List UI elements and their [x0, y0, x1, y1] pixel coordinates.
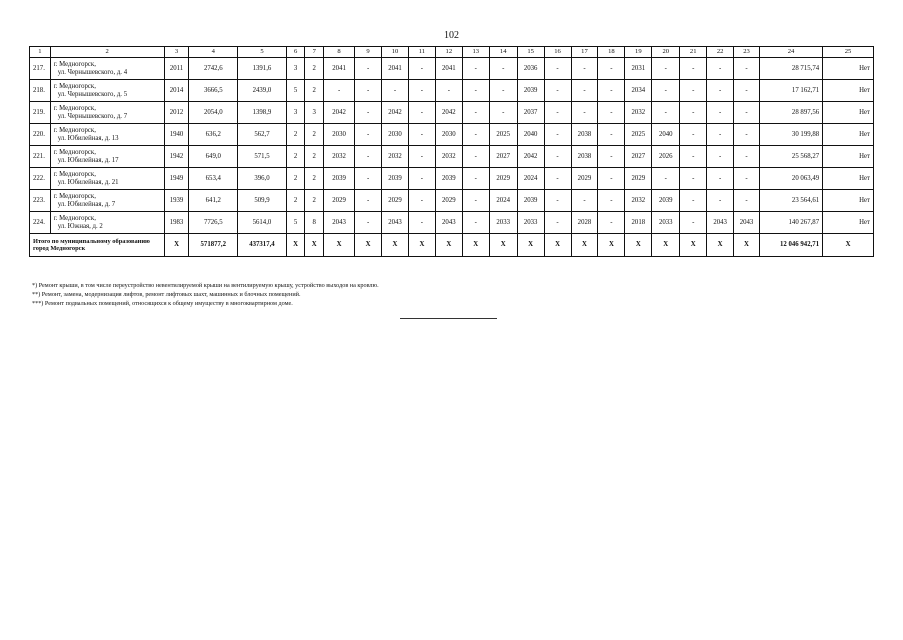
data-cell: 2041	[435, 58, 462, 80]
address-cell	[50, 80, 164, 102]
total-cell: Х	[324, 234, 355, 257]
data-cell: 2012	[164, 102, 189, 124]
header-cell: 9	[355, 47, 382, 58]
row-number: 219.	[30, 102, 51, 124]
address-city: г. Медногорск,	[53, 105, 96, 113]
data-cell: -	[680, 212, 707, 234]
header-cell: 20	[652, 47, 680, 58]
data-cell: 2	[305, 80, 324, 102]
data-cell: -	[734, 168, 760, 190]
data-cell: 5	[286, 212, 305, 234]
header-cell: 24	[759, 47, 822, 58]
table-body	[30, 47, 874, 257]
header-cell: 8	[324, 47, 355, 58]
header-cell: 15	[517, 47, 544, 58]
data-cell: -	[355, 102, 382, 124]
table-row	[30, 102, 874, 124]
data-cell: 23 564,61	[759, 190, 822, 212]
data-cell: -	[598, 80, 625, 102]
row-number: 221.	[30, 146, 51, 168]
address-city: г. Медногорск,	[53, 193, 96, 201]
data-cell: 2	[305, 146, 324, 168]
data-cell: -	[652, 80, 680, 102]
data-cell: 562,7	[238, 124, 287, 146]
data-cell: -	[408, 102, 435, 124]
data-cell: -	[462, 146, 489, 168]
data-cell: -	[598, 58, 625, 80]
data-cell: 2027	[625, 146, 652, 168]
data-cell: Нет	[823, 212, 874, 234]
address-cell	[50, 124, 164, 146]
total-cell: Х	[462, 234, 489, 257]
data-cell: 3	[305, 102, 324, 124]
data-cell: -	[707, 102, 734, 124]
data-cell: 2025	[489, 124, 517, 146]
data-cell: -	[680, 58, 707, 80]
data-cell: 641,2	[189, 190, 238, 212]
header-cell: 18	[598, 47, 625, 58]
data-cell: -	[408, 80, 435, 102]
table-row	[30, 168, 874, 190]
address-street: ул. Южная, д. 2	[57, 222, 103, 230]
header-cell: 11	[408, 47, 435, 58]
data-cell: 2042	[324, 102, 355, 124]
data-cell: 649,0	[189, 146, 238, 168]
row-number: 224.	[30, 212, 51, 234]
row-number: 223.	[30, 190, 51, 212]
data-cell: -	[734, 58, 760, 80]
table-row	[30, 146, 874, 168]
data-cell: 2024	[489, 190, 517, 212]
data-cell: 2742,6	[189, 58, 238, 80]
data-cell: 2042	[382, 102, 409, 124]
data-cell: 2039	[652, 190, 680, 212]
data-cell: -	[734, 80, 760, 102]
data-cell: -	[598, 102, 625, 124]
data-cell: -	[355, 80, 382, 102]
total-cell: Х	[355, 234, 382, 257]
footnotes	[32, 282, 379, 308]
data-cell: 2024	[517, 168, 544, 190]
data-cell: 2033	[517, 212, 544, 234]
data-cell: 509,9	[238, 190, 287, 212]
total-cell: Х	[680, 234, 707, 257]
data-cell: 2030	[324, 124, 355, 146]
data-cell: 2036	[517, 58, 544, 80]
address-city: г. Медногорск,	[53, 127, 96, 135]
data-cell: 2039	[382, 168, 409, 190]
data-cell: 396,0	[238, 168, 287, 190]
header-cell: 1	[30, 47, 51, 58]
data-cell: -	[598, 124, 625, 146]
data-cell: 2	[305, 190, 324, 212]
data-cell: -	[355, 168, 382, 190]
data-cell: -	[382, 80, 409, 102]
separator-line	[400, 318, 497, 319]
data-cell: 1983	[164, 212, 189, 234]
address-cell	[50, 190, 164, 212]
data-cell: 2	[305, 168, 324, 190]
total-cell: Х	[544, 234, 571, 257]
data-cell: 1942	[164, 146, 189, 168]
data-cell: 2	[286, 190, 305, 212]
total-cell: Х	[408, 234, 435, 257]
data-cell: 2034	[625, 80, 652, 102]
row-number: 218.	[30, 80, 51, 102]
data-cell: 2029	[324, 190, 355, 212]
data-cell: -	[707, 190, 734, 212]
data-cell: -	[435, 80, 462, 102]
total-cell: Х	[164, 234, 189, 257]
data-cell: -	[544, 146, 571, 168]
data-cell: -	[598, 168, 625, 190]
total-cell: 12 046 942,71	[759, 234, 822, 257]
data-cell: 3	[286, 102, 305, 124]
data-cell: 636,2	[189, 124, 238, 146]
address-street: ул. Юбилейная, д. 21	[57, 178, 119, 186]
data-cell: -	[707, 80, 734, 102]
data-cell: 2042	[435, 102, 462, 124]
data-cell: -	[652, 168, 680, 190]
data-cell: 2039	[435, 168, 462, 190]
data-cell: -	[652, 102, 680, 124]
data-cell: 2014	[164, 80, 189, 102]
data-cell: -	[598, 212, 625, 234]
data-cell: -	[462, 190, 489, 212]
address-cell	[50, 58, 164, 80]
data-cell: 17 162,71	[759, 80, 822, 102]
data-cell: -	[489, 58, 517, 80]
data-cell: 7726,5	[189, 212, 238, 234]
total-cell: 571877,2	[189, 234, 238, 257]
data-cell: 2032	[324, 146, 355, 168]
data-cell: -	[544, 124, 571, 146]
data-cell: -	[707, 124, 734, 146]
header-cell: 4	[189, 47, 238, 58]
data-cell: 2039	[324, 168, 355, 190]
header-cell: 17	[571, 47, 598, 58]
data-cell: -	[324, 80, 355, 102]
data-cell: -	[571, 80, 598, 102]
row-number: 222.	[30, 168, 51, 190]
address-street: ул. Чернышевского, д. 5	[57, 90, 128, 98]
data-cell: 2439,0	[238, 80, 287, 102]
address-street: ул. Юбилейная, д. 17	[57, 156, 119, 164]
page-number: 102	[444, 30, 459, 41]
data-cell: Нет	[823, 146, 874, 168]
address-cell	[50, 146, 164, 168]
data-cell: 2037	[517, 102, 544, 124]
data-cell: -	[680, 80, 707, 102]
data-cell: 2018	[625, 212, 652, 234]
data-cell: -	[355, 58, 382, 80]
data-cell: -	[544, 58, 571, 80]
data-cell: 1391,6	[238, 58, 287, 80]
data-cell: -	[680, 146, 707, 168]
data-cell: -	[544, 168, 571, 190]
row-number: 217.	[30, 58, 51, 80]
data-cell: 2043	[734, 212, 760, 234]
data-cell: 2029	[489, 168, 517, 190]
data-cell: -	[462, 80, 489, 102]
data-cell: 2054,0	[189, 102, 238, 124]
address-cell	[50, 212, 164, 234]
header-cell: 7	[305, 47, 324, 58]
address-street: ул. Чернышевского, д. 7	[57, 112, 128, 120]
data-cell: 2031	[625, 58, 652, 80]
data-cell: 3666,5	[189, 80, 238, 102]
data-cell: 2040	[652, 124, 680, 146]
header-cell: 10	[382, 47, 409, 58]
data-cell: 2043	[382, 212, 409, 234]
data-cell: 1940	[164, 124, 189, 146]
address-city: г. Медногорск,	[53, 171, 96, 179]
data-cell: 2043	[435, 212, 462, 234]
data-cell: 28 715,74	[759, 58, 822, 80]
data-cell: -	[408, 124, 435, 146]
data-cell: -	[680, 168, 707, 190]
data-cell: 653,4	[189, 168, 238, 190]
data-cell: 2041	[382, 58, 409, 80]
total-cell: Х	[707, 234, 734, 257]
data-cell: 5614,0	[238, 212, 287, 234]
data-cell: 2025	[625, 124, 652, 146]
data-cell: -	[734, 102, 760, 124]
data-cell: 25 568,27	[759, 146, 822, 168]
data-cell: 2043	[324, 212, 355, 234]
data-cell: 2029	[435, 190, 462, 212]
header-cell: 5	[238, 47, 287, 58]
data-cell: -	[489, 102, 517, 124]
data-cell: 2039	[517, 190, 544, 212]
footnote-elevators: **) Ремонт, замена, модернизация лифтов, ремонт лифтовых шахт, машинных и блочных помещений.	[32, 290, 301, 298]
data-cell: Нет	[823, 124, 874, 146]
data-cell: 2032	[625, 190, 652, 212]
address-street: ул. Чернышевского, д. 4	[57, 68, 128, 76]
data-cell: -	[652, 58, 680, 80]
data-cell: -	[571, 190, 598, 212]
address-street: ул. Юбилейная, д. 7	[57, 200, 116, 208]
total-cell: Х	[489, 234, 517, 257]
data-cell: -	[408, 190, 435, 212]
header-cell: 22	[707, 47, 734, 58]
total-cell: Х	[625, 234, 652, 257]
data-cell: 2042	[517, 146, 544, 168]
data-cell: 20 063,49	[759, 168, 822, 190]
table-row	[30, 58, 874, 80]
data-cell: 8	[305, 212, 324, 234]
data-cell: -	[680, 190, 707, 212]
data-cell: -	[408, 146, 435, 168]
header-cell: 23	[734, 47, 760, 58]
data-cell: 2030	[382, 124, 409, 146]
data-cell: 2	[305, 58, 324, 80]
total-cell: Х	[305, 234, 324, 257]
data-cell: 3	[286, 58, 305, 80]
header-cell: 3	[164, 47, 189, 58]
data-cell: -	[489, 80, 517, 102]
table-row	[30, 124, 874, 146]
address-city: г. Медногорск,	[53, 61, 96, 69]
data-cell: -	[544, 80, 571, 102]
data-cell: -	[598, 146, 625, 168]
data-cell: Нет	[823, 58, 874, 80]
data-cell: 5	[286, 80, 305, 102]
data-cell: 2038	[571, 146, 598, 168]
total-row	[30, 234, 874, 257]
data-cell: Нет	[823, 168, 874, 190]
data-cell: -	[734, 146, 760, 168]
data-cell: -	[571, 58, 598, 80]
footnote-roof: *) Ремонт крыши, в том числе переустройство невентилируемой крыши на вентилируемую крышу, устройство выходов на кровлю.	[32, 282, 379, 289]
row-number: 220.	[30, 124, 51, 146]
total-label: Итого по муниципальному образованию город Медногорск	[30, 234, 165, 257]
data-cell: -	[408, 168, 435, 190]
data-cell: 2032	[625, 102, 652, 124]
data-cell: Нет	[823, 190, 874, 212]
data-cell: -	[462, 124, 489, 146]
header-cell: 16	[544, 47, 571, 58]
data-cell: Нет	[823, 80, 874, 102]
data-cell: -	[462, 212, 489, 234]
header-cell: 19	[625, 47, 652, 58]
data-cell: -	[355, 212, 382, 234]
data-cell: -	[707, 58, 734, 80]
total-cell: Х	[734, 234, 760, 257]
data-cell: -	[544, 102, 571, 124]
data-cell: 2	[286, 146, 305, 168]
data-cell: 30 199,88	[759, 124, 822, 146]
data-cell: 2027	[489, 146, 517, 168]
data-cell: 2040	[517, 124, 544, 146]
data-cell: 2	[286, 124, 305, 146]
data-cell: 2	[305, 124, 324, 146]
data-cell: -	[408, 58, 435, 80]
total-cell: Х	[435, 234, 462, 257]
data-cell: 2028	[571, 212, 598, 234]
data-cell: 2032	[435, 146, 462, 168]
address-city: г. Медногорск,	[53, 149, 96, 157]
table-row	[30, 190, 874, 212]
table-row	[30, 212, 874, 234]
total-cell: Х	[823, 234, 874, 257]
footnote-basements: ***) Ремонт подвальных помещений, относящихся к общему имуществу в многоквартирном доме.	[32, 299, 293, 307]
header-cell: 6	[286, 47, 305, 58]
data-cell: 1949	[164, 168, 189, 190]
data-cell: -	[598, 190, 625, 212]
data-cell: 2026	[652, 146, 680, 168]
data-cell: -	[355, 190, 382, 212]
data-cell: 2041	[324, 58, 355, 80]
data-cell: -	[355, 124, 382, 146]
address-street: ул. Юбилейная, д. 13	[57, 134, 119, 142]
data-cell: -	[462, 102, 489, 124]
data-cell: 28 897,56	[759, 102, 822, 124]
header-cell: 12	[435, 47, 462, 58]
data-cell: 2011	[164, 58, 189, 80]
data-cell: -	[734, 124, 760, 146]
address-cell	[50, 168, 164, 190]
data-cell: 2029	[382, 190, 409, 212]
header-cell: 21	[680, 47, 707, 58]
data-cell: -	[462, 58, 489, 80]
header-row	[30, 47, 874, 58]
data-cell: 2032	[382, 146, 409, 168]
table-row	[30, 80, 874, 102]
data-cell: -	[408, 212, 435, 234]
total-cell: Х	[571, 234, 598, 257]
data-cell: 1398,9	[238, 102, 287, 124]
capital-repair-table	[29, 46, 874, 257]
address-cell	[50, 102, 164, 124]
data-cell: -	[544, 190, 571, 212]
data-cell: Нет	[823, 102, 874, 124]
data-cell: -	[734, 190, 760, 212]
data-cell: -	[680, 124, 707, 146]
data-cell: -	[707, 146, 734, 168]
data-cell: 1939	[164, 190, 189, 212]
data-cell: 571,5	[238, 146, 287, 168]
data-cell: -	[680, 102, 707, 124]
data-cell: 2038	[571, 124, 598, 146]
total-cell: 437317,4	[238, 234, 287, 257]
data-cell: -	[571, 102, 598, 124]
data-cell: 2029	[625, 168, 652, 190]
total-cell: Х	[598, 234, 625, 257]
total-cell: Х	[652, 234, 680, 257]
header-cell: 25	[823, 47, 874, 58]
data-cell: 2030	[435, 124, 462, 146]
data-cell: 2033	[652, 212, 680, 234]
data-cell: 2029	[571, 168, 598, 190]
address-city: г. Медногорск,	[53, 83, 96, 91]
total-cell: Х	[382, 234, 409, 257]
data-cell: -	[462, 168, 489, 190]
header-cell: 13	[462, 47, 489, 58]
total-cell: Х	[286, 234, 305, 257]
header-cell: 14	[489, 47, 517, 58]
data-cell: -	[544, 212, 571, 234]
data-cell: 2043	[707, 212, 734, 234]
address-city: г. Медногорск,	[53, 215, 96, 223]
data-cell: 2039	[517, 80, 544, 102]
data-cell: -	[355, 146, 382, 168]
data-cell: 2	[286, 168, 305, 190]
data-cell: -	[707, 168, 734, 190]
total-cell: Х	[517, 234, 544, 257]
data-cell: 140 267,87	[759, 212, 822, 234]
header-cell: 2	[50, 47, 164, 58]
data-cell: 2033	[489, 212, 517, 234]
